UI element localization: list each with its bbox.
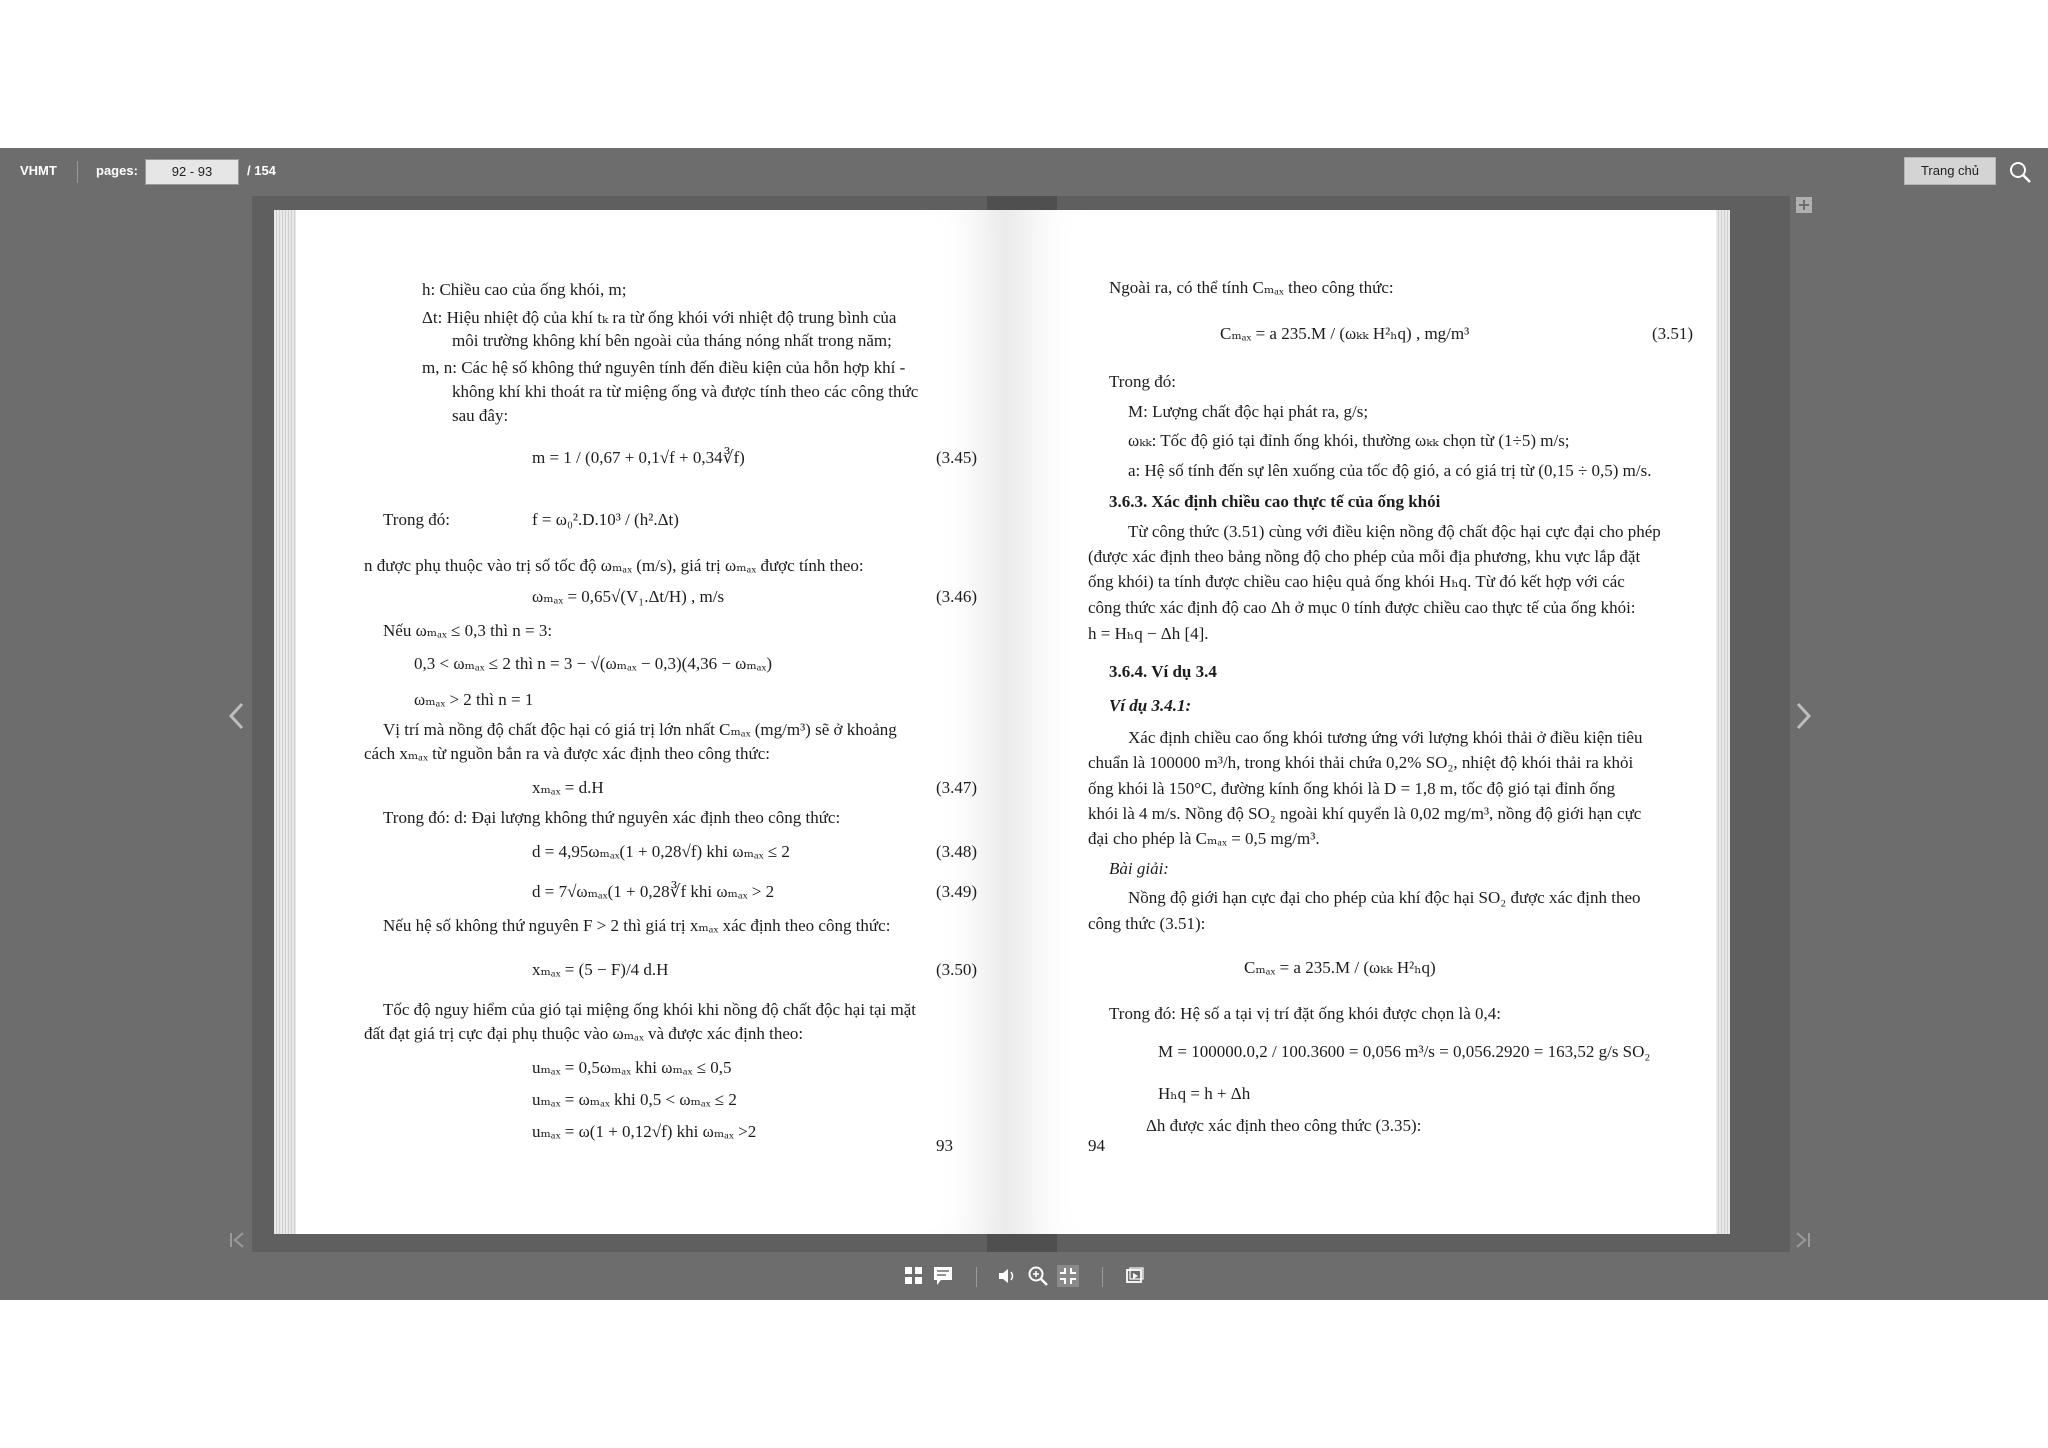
equation-number: (3.49) [936, 882, 978, 901]
equation-number: (3.45) [936, 448, 978, 467]
text-line: Xác định chiều cao ống khói tương ứng với lượng khói thải ở điều kiện tiêu [1128, 728, 1643, 747]
text-line: h: Chiều cao của ống khói, m; [422, 280, 627, 299]
text-line: M: Lượng chất độc hại phát ra, g/s; [1128, 402, 1369, 421]
text-line: Δh được xác định theo công thức (3.35): [1146, 1116, 1422, 1135]
bookmark-add-icon[interactable] [1795, 196, 1813, 214]
text-line: Trong đó: d: Đại lượng không thứ nguyên xác định theo công thức: [383, 808, 841, 827]
page-stack-right [1716, 210, 1730, 1234]
comments-icon[interactable] [932, 1265, 954, 1287]
equation-number: (3.51) [1652, 324, 1694, 343]
equation: f = ω₀².D.10³ / (h².Δt) [532, 510, 679, 529]
fullscreen-exit-icon[interactable] [1057, 1265, 1079, 1287]
equation: m = 1 / (0,67 + 0,1√f + 0,34∛f) [532, 448, 745, 467]
search-icon[interactable] [2008, 160, 2032, 184]
equation: uₘₐₓ = ωₘₐₓ khi 0,5 < ωₘₐₓ ≤ 2 [532, 1090, 737, 1109]
text-line: môi trường không khí bên ngoài của tháng nóng nhất trong năm; [452, 331, 892, 350]
equation: uₘₐₓ = 0,5ωₘₐₓ khi ωₘₐₓ ≤ 0,5 [532, 1058, 732, 1077]
pages-total: / 154 [247, 163, 276, 178]
text-line: chuẩn là 100000 m³/h, trong khói thải chứa 0,2% SO₂, nhiệt độ khói thải ra khỏi [1088, 753, 1634, 772]
text-line: h = Hₕq − Δh [4]. [1088, 624, 1209, 643]
text-line: n được phụ thuộc vào trị số tốc độ ωₘₐₓ (m/s), giá trị ωₘₐₓ được tính theo: [364, 556, 864, 575]
text-line: Từ công thức (3.51) cùng với điều kiện nồng độ chất độc hại cực đại cho phép [1128, 522, 1661, 541]
bottom-toolbar [0, 1253, 2048, 1300]
toolbar-divider [976, 1267, 977, 1287]
text-line: sau đây: [452, 406, 509, 425]
equation: d = 4,95ωₘₐₓ(1 + 0,28√f) khi ωₘₐₓ ≤ 2 [532, 842, 790, 861]
section-heading: 3.6.4. Ví dụ 3.4 [1109, 662, 1217, 681]
text-line: m, n: Các hệ số không thứ nguyên tính đến điều kiện của hỗn hợp khí - [422, 358, 906, 377]
equation-number: (3.46) [936, 587, 978, 606]
prev-page-arrow-icon[interactable] [222, 696, 252, 736]
top-toolbar [0, 148, 2048, 194]
text-line: Nếu hệ số không thứ nguyên F > 2 thì giá trị xₘₐₓ xác định theo công thức: [383, 916, 891, 935]
text-line: Nồng độ giới hạn cực đại cho phép của khí độc hại SO₂ được xác định theo [1128, 888, 1641, 907]
text-line: ống khói là 150°C, đường kính ống khói là D = 1,8 m, tốc độ gió tại đỉnh ống [1088, 779, 1616, 798]
flipbook-viewer [0, 148, 2048, 1300]
thumbnails-grid-icon[interactable] [903, 1265, 925, 1287]
page-number: 93 [936, 1136, 953, 1155]
text-line: khói là 4 m/s. Nồng độ SO₂ ngoài khí quyển là 0,02 mg/m³, nồng độ giới hạn cực [1088, 804, 1642, 823]
text-line: Trong đó: [383, 510, 450, 529]
text-line: cách xₘₐₓ từ nguồn bắn ra và được xác định theo công thức: [364, 744, 770, 763]
equation: Cₘₐₓ = a 235.M / (ωₖₖ H²ₕq) , mg/m³ [1220, 324, 1470, 343]
solution-label: Bài giải: [1109, 859, 1169, 878]
text-line: ωₖₖ: Tốc độ gió tại đỉnh ống khói, thường ωₖₖ chọn từ (1÷5) m/s; [1128, 431, 1570, 450]
left-page[interactable] [296, 210, 1006, 1234]
page-stack-left [274, 210, 296, 1234]
text-line: a: Hệ số tính đến sự lên xuống của tốc độ gió, a có giá trị từ (0,15 ÷ 0,5) m/s. [1128, 461, 1652, 480]
book-spine-top [987, 196, 1057, 210]
text-line: ống khói) ta tính được chiều cao hiệu quả ống khói Hₕq. Từ đó kết hợp với các [1088, 572, 1625, 591]
text-line: (được xác định theo bảng nồng độ cho phép của mỗi địa phương, khu vực lắp đặt [1088, 547, 1641, 566]
sound-icon[interactable] [996, 1265, 1018, 1287]
equation: Cₘₐₓ = a 235.M / (ωₖₖ H²ₕq) [1244, 958, 1436, 977]
text-line: đại cho phép là Cₘₐₓ = 0,5 mg/m³. [1088, 829, 1320, 848]
toolbar-divider [1102, 1267, 1103, 1287]
next-page-arrow-icon[interactable] [1788, 696, 1818, 736]
page-number-input[interactable]: 92 - 93 [145, 159, 239, 185]
text-line: Δt: Hiệu nhiệt độ của khí tₖ ra từ ống khói với nhiệt độ trung bình của [422, 308, 897, 327]
pages-label: pages: [96, 163, 138, 178]
equation-number: (3.48) [936, 842, 978, 861]
book-spine-bottom [987, 1234, 1057, 1252]
brand-label: VHMT [20, 163, 57, 178]
text-line: 0,3 < ωₘₐₓ ≤ 2 thì n = 3 − √(ωₘₐₓ − 0,3)(4,36 − ωₘₐₓ) [414, 654, 773, 673]
equation: d = 7√ωₘₐₓ(1 + 0,28∛f khi ωₘₐₓ > 2 [532, 882, 775, 901]
text-line: Nếu ωₘₐₓ ≤ 0,3 thì n = 3: [383, 621, 553, 640]
text-line: công thức xác định độ cao Δh ở mục 0 tính được chiều cao thực tế của ống khói: [1088, 598, 1636, 617]
page-number: 94 [1088, 1136, 1105, 1155]
last-page-icon[interactable] [1790, 1228, 1814, 1252]
text-line: Ngoài ra, có thể tính Cₘₐₓ theo công thức: [1109, 278, 1394, 297]
text-line: Trong đó: Hệ số a tại vị trí đặt ống khói được chọn là 0,4: [1109, 1004, 1502, 1023]
zoom-in-icon[interactable] [1027, 1265, 1049, 1287]
equation: xₘₐₓ = (5 − F)/4 d.H [532, 960, 669, 979]
right-page[interactable] [1006, 210, 1716, 1234]
equation: Hₕq = h + Δh [1158, 1084, 1251, 1103]
equation: ωₘₐₓ = 0,65√(V₁.Δt/H) , m/s [532, 587, 725, 606]
first-page-icon[interactable] [226, 1228, 250, 1252]
equation: xₘₐₓ = d.H [532, 778, 604, 797]
text-line: Tốc độ nguy hiểm của gió tại miệng ống khói khi nồng độ chất độc hại tại mặt [383, 1000, 917, 1019]
text-line: ωₘₐₓ > 2 thì n = 1 [414, 690, 534, 709]
equation-number: (3.50) [936, 960, 978, 979]
equation: M = 100000.0,2 / 100.3600 = 0,056 m³/s = 0,056.2920 = 163,52 g/s SO₂ [1158, 1042, 1651, 1061]
text-line: Trong đó: [1109, 372, 1176, 391]
section-heading: 3.6.3. Xác định chiều cao thực tế của ống khói [1109, 492, 1441, 511]
text-line: đất đạt giá trị cực đại phụ thuộc vào ωₘₐₓ và được xác định theo: [364, 1024, 804, 1043]
text-line: công thức (3.51): [1088, 914, 1206, 933]
share-icon[interactable] [1124, 1265, 1146, 1287]
equation-number: (3.47) [936, 778, 978, 797]
toolbar-divider [77, 161, 78, 183]
text-line: không khí khi thoát ra từ miệng ống và được tính theo các công thức [452, 382, 919, 401]
text-line: Vị trí mà nồng độ chất độc hại có giá trị lớn nhất Cₘₐₓ (mg/m³) sẽ ở khoảng [383, 720, 897, 739]
home-button[interactable]: Trang chủ [1904, 157, 1996, 185]
example-heading: Ví dụ 3.4.1: [1109, 696, 1192, 715]
book-spread [252, 196, 1790, 1252]
equation: uₘₐₓ = ω(1 + 0,12√f) khi ωₘₐₓ >2 [532, 1122, 757, 1141]
